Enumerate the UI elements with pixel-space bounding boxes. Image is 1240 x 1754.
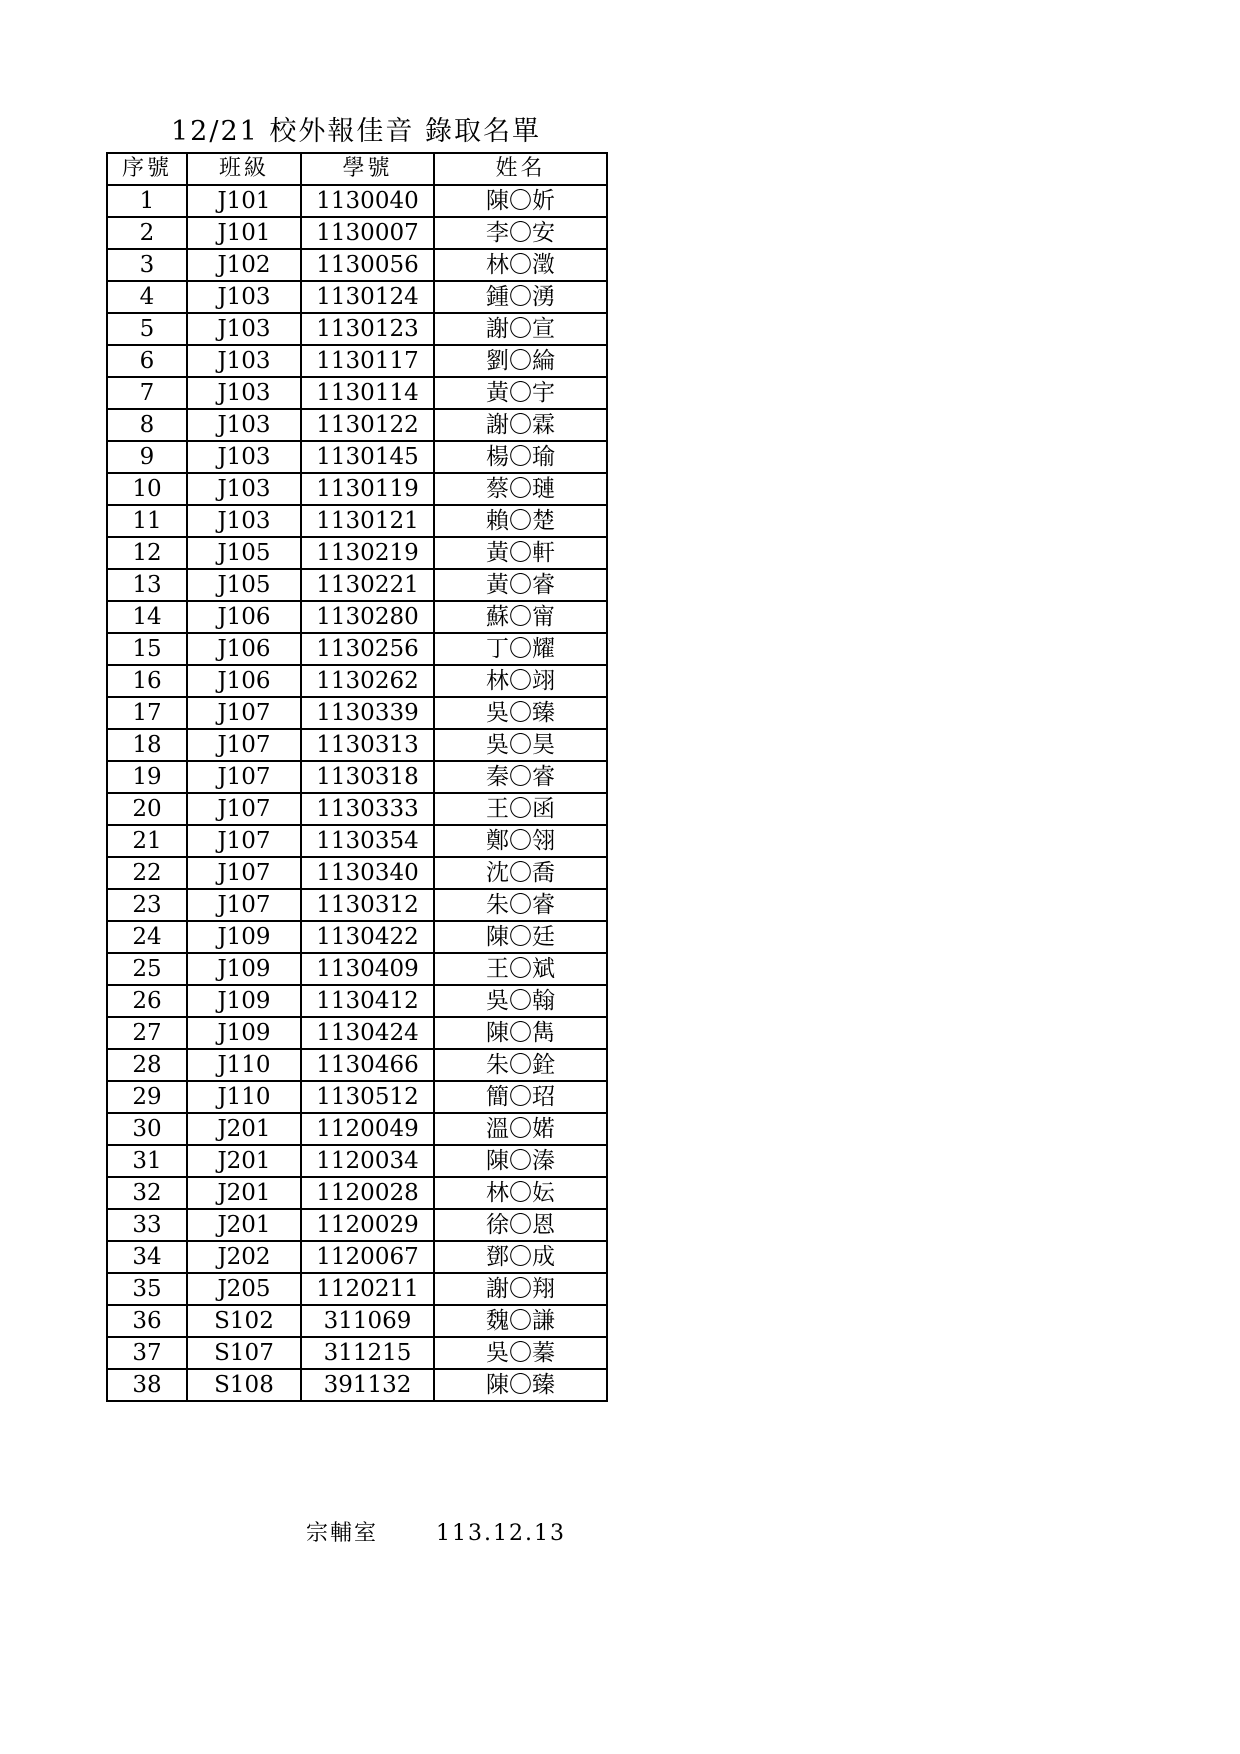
table-row: [107, 985, 607, 1017]
table-row: [107, 217, 607, 249]
table-row: [107, 1209, 607, 1241]
cell-student-id: 1130340: [301, 857, 434, 889]
cell-student-id: 1130117: [301, 345, 434, 377]
cell-student-id: 1130312: [301, 889, 434, 921]
cell-student-id: 1130262: [301, 665, 434, 697]
table-row: [107, 345, 607, 377]
table-row: [107, 1145, 607, 1177]
cell-name: 陳〇臻: [434, 1369, 607, 1401]
cell-name: 李〇安: [434, 217, 607, 249]
cell-seq: 4: [107, 281, 187, 313]
cell-seq: 19: [107, 761, 187, 793]
cell-student-id: 1130056: [301, 249, 434, 281]
cell-name: 朱〇睿: [434, 889, 607, 921]
cell-student-id: 391132: [301, 1369, 434, 1401]
cell-name: 謝〇宣: [434, 313, 607, 345]
cell-name: 陳〇溱: [434, 1145, 607, 1177]
table-row: [107, 1113, 607, 1145]
cell-class: J106: [187, 601, 301, 633]
cell-student-id: 1130040: [301, 185, 434, 217]
table-row: [107, 1049, 607, 1081]
cell-class: J103: [187, 345, 301, 377]
table-row: [107, 1241, 607, 1273]
cell-class: J101: [187, 185, 301, 217]
table-row: [107, 1017, 607, 1049]
cell-seq: 35: [107, 1273, 187, 1305]
cell-class: J202: [187, 1241, 301, 1273]
cell-name: 鄭〇翎: [434, 825, 607, 857]
cell-name: 丁〇耀: [434, 633, 607, 665]
header-student-id: 學號: [301, 153, 434, 185]
cell-name: 林〇澂: [434, 249, 607, 281]
cell-seq: 31: [107, 1145, 187, 1177]
table-row: [107, 697, 607, 729]
cell-seq: 2: [107, 217, 187, 249]
footer: [306, 1518, 566, 1550]
table-row: [107, 377, 607, 409]
cell-student-id: 1130114: [301, 377, 434, 409]
table-body: [107, 185, 607, 1401]
cell-name: 魏〇謙: [434, 1305, 607, 1337]
table-row: [107, 761, 607, 793]
table-row: [107, 249, 607, 281]
cell-seq: 16: [107, 665, 187, 697]
cell-seq: 3: [107, 249, 187, 281]
table-row: [107, 441, 607, 473]
cell-student-id: 1130145: [301, 441, 434, 473]
cell-student-id: 311069: [301, 1305, 434, 1337]
cell-class: J103: [187, 281, 301, 313]
table-row: [107, 793, 607, 825]
cell-seq: 6: [107, 345, 187, 377]
cell-class: J109: [187, 921, 301, 953]
cell-class: J107: [187, 825, 301, 857]
table-row: [107, 665, 607, 697]
cell-class: J201: [187, 1113, 301, 1145]
cell-class: J107: [187, 889, 301, 921]
table-row: [107, 633, 607, 665]
table-row: [107, 185, 607, 217]
cell-name: 沈〇喬: [434, 857, 607, 889]
cell-student-id: 311215: [301, 1337, 434, 1369]
cell-class: J107: [187, 793, 301, 825]
cell-name: 蘇〇甯: [434, 601, 607, 633]
footer-office: 宗輔室: [306, 1521, 379, 1546]
header-class: 班級: [187, 153, 301, 185]
cell-seq: 26: [107, 985, 187, 1017]
cell-seq: 18: [107, 729, 187, 761]
cell-name: 吳〇昊: [434, 729, 607, 761]
cell-seq: 36: [107, 1305, 187, 1337]
admission-list-table: [106, 152, 608, 1402]
cell-seq: 12: [107, 537, 187, 569]
cell-name: 秦〇睿: [434, 761, 607, 793]
table-row: [107, 281, 607, 313]
cell-class: J201: [187, 1177, 301, 1209]
cell-seq: 15: [107, 633, 187, 665]
cell-name: 簡〇玿: [434, 1081, 607, 1113]
cell-name: 吳〇蓁: [434, 1337, 607, 1369]
cell-class: J107: [187, 697, 301, 729]
cell-student-id: 1120034: [301, 1145, 434, 1177]
cell-seq: 22: [107, 857, 187, 889]
cell-class: J109: [187, 985, 301, 1017]
cell-seq: 30: [107, 1113, 187, 1145]
table-row: [107, 313, 607, 345]
table-row: [107, 473, 607, 505]
cell-seq: 17: [107, 697, 187, 729]
cell-seq: 37: [107, 1337, 187, 1369]
cell-seq: 28: [107, 1049, 187, 1081]
cell-class: J110: [187, 1049, 301, 1081]
table-row: [107, 505, 607, 537]
cell-name: 鍾〇湧: [434, 281, 607, 313]
table-row: [107, 601, 607, 633]
table-row: [107, 537, 607, 569]
cell-seq: 10: [107, 473, 187, 505]
cell-student-id: 1120049: [301, 1113, 434, 1145]
cell-class: J103: [187, 441, 301, 473]
cell-seq: 34: [107, 1241, 187, 1273]
table-row: [107, 1177, 607, 1209]
cell-class: J205: [187, 1273, 301, 1305]
cell-class: J109: [187, 1017, 301, 1049]
cell-name: 黃〇軒: [434, 537, 607, 569]
cell-student-id: 1130219: [301, 537, 434, 569]
cell-name: 賴〇楚: [434, 505, 607, 537]
cell-seq: 27: [107, 1017, 187, 1049]
cell-name: 王〇斌: [434, 953, 607, 985]
cell-name: 楊〇瑜: [434, 441, 607, 473]
cell-class: J109: [187, 953, 301, 985]
cell-class: S107: [187, 1337, 301, 1369]
cell-student-id: 1130122: [301, 409, 434, 441]
cell-student-id: 1120028: [301, 1177, 434, 1209]
cell-student-id: 1130512: [301, 1081, 434, 1113]
cell-seq: 20: [107, 793, 187, 825]
cell-class: J110: [187, 1081, 301, 1113]
table-row: [107, 1305, 607, 1337]
table-row: [107, 889, 607, 921]
cell-student-id: 1130313: [301, 729, 434, 761]
cell-student-id: 1130333: [301, 793, 434, 825]
cell-seq: 25: [107, 953, 187, 985]
cell-class: J103: [187, 473, 301, 505]
cell-name: 徐〇恩: [434, 1209, 607, 1241]
cell-name: 謝〇翔: [434, 1273, 607, 1305]
cell-seq: 24: [107, 921, 187, 953]
cell-name: 劉〇綸: [434, 345, 607, 377]
table-row: [107, 569, 607, 601]
cell-class: J103: [187, 377, 301, 409]
cell-name: 吳〇翰: [434, 985, 607, 1017]
cell-class: S108: [187, 1369, 301, 1401]
cell-class: S102: [187, 1305, 301, 1337]
table-row: [107, 857, 607, 889]
cell-seq: 8: [107, 409, 187, 441]
cell-student-id: 1130424: [301, 1017, 434, 1049]
cell-seq: 33: [107, 1209, 187, 1241]
cell-class: J107: [187, 729, 301, 761]
cell-seq: 5: [107, 313, 187, 345]
table-row: [107, 953, 607, 985]
cell-student-id: 1130280: [301, 601, 434, 633]
table-row: [107, 1337, 607, 1369]
cell-student-id: 1130124: [301, 281, 434, 313]
cell-name: 溫〇婼: [434, 1113, 607, 1145]
cell-seq: 23: [107, 889, 187, 921]
cell-class: J107: [187, 761, 301, 793]
cell-student-id: 1130221: [301, 569, 434, 601]
table-row: [107, 729, 607, 761]
cell-seq: 1: [107, 185, 187, 217]
cell-student-id: 1130318: [301, 761, 434, 793]
cell-name: 朱〇銓: [434, 1049, 607, 1081]
cell-seq: 11: [107, 505, 187, 537]
cell-name: 吳〇臻: [434, 697, 607, 729]
cell-name: 謝〇霖: [434, 409, 607, 441]
cell-student-id: 1130354: [301, 825, 434, 857]
cell-class: J106: [187, 665, 301, 697]
page-title: 12/21 校外報佳音 錄取名單: [171, 116, 541, 147]
cell-class: J103: [187, 409, 301, 441]
cell-name: 陳〇雋: [434, 1017, 607, 1049]
table-row: [107, 921, 607, 953]
cell-seq: 9: [107, 441, 187, 473]
cell-seq: 14: [107, 601, 187, 633]
table-row: [107, 1273, 607, 1305]
cell-student-id: 1120211: [301, 1273, 434, 1305]
cell-seq: 21: [107, 825, 187, 857]
cell-class: J105: [187, 537, 301, 569]
cell-class: J107: [187, 857, 301, 889]
cell-class: J106: [187, 633, 301, 665]
cell-seq: 7: [107, 377, 187, 409]
footer-date: 113.12.13: [436, 1521, 566, 1546]
table-row: [107, 825, 607, 857]
cell-student-id: 1130007: [301, 217, 434, 249]
cell-class: J103: [187, 505, 301, 537]
cell-name: 黃〇睿: [434, 569, 607, 601]
cell-name: 鄧〇成: [434, 1241, 607, 1273]
cell-class: J201: [187, 1209, 301, 1241]
cell-class: J103: [187, 313, 301, 345]
cell-seq: 29: [107, 1081, 187, 1113]
cell-student-id: 1130119: [301, 473, 434, 505]
table-row: [107, 1081, 607, 1113]
cell-class: J101: [187, 217, 301, 249]
cell-student-id: 1130339: [301, 697, 434, 729]
header-seq: 序號: [107, 153, 187, 185]
cell-seq: 38: [107, 1369, 187, 1401]
cell-class: J105: [187, 569, 301, 601]
cell-name: 陳〇妡: [434, 185, 607, 217]
header-name: 姓名: [434, 153, 607, 185]
cell-class: J201: [187, 1145, 301, 1177]
cell-student-id: 1130466: [301, 1049, 434, 1081]
cell-name: 黃〇宇: [434, 377, 607, 409]
cell-student-id: 1120029: [301, 1209, 434, 1241]
cell-name: 蔡〇璉: [434, 473, 607, 505]
cell-class: J102: [187, 249, 301, 281]
table-row: [107, 409, 607, 441]
cell-student-id: 1120067: [301, 1241, 434, 1273]
cell-name: 林〇翊: [434, 665, 607, 697]
cell-seq: 13: [107, 569, 187, 601]
table-row: [107, 1369, 607, 1401]
cell-student-id: 1130123: [301, 313, 434, 345]
cell-student-id: 1130409: [301, 953, 434, 985]
cell-student-id: 1130256: [301, 633, 434, 665]
cell-student-id: 1130121: [301, 505, 434, 537]
cell-seq: 32: [107, 1177, 187, 1209]
cell-student-id: 1130412: [301, 985, 434, 1017]
cell-student-id: 1130422: [301, 921, 434, 953]
cell-name: 陳〇廷: [434, 921, 607, 953]
table-header-row: [107, 153, 607, 185]
cell-name: 林〇妘: [434, 1177, 607, 1209]
cell-name: 王〇函: [434, 793, 607, 825]
